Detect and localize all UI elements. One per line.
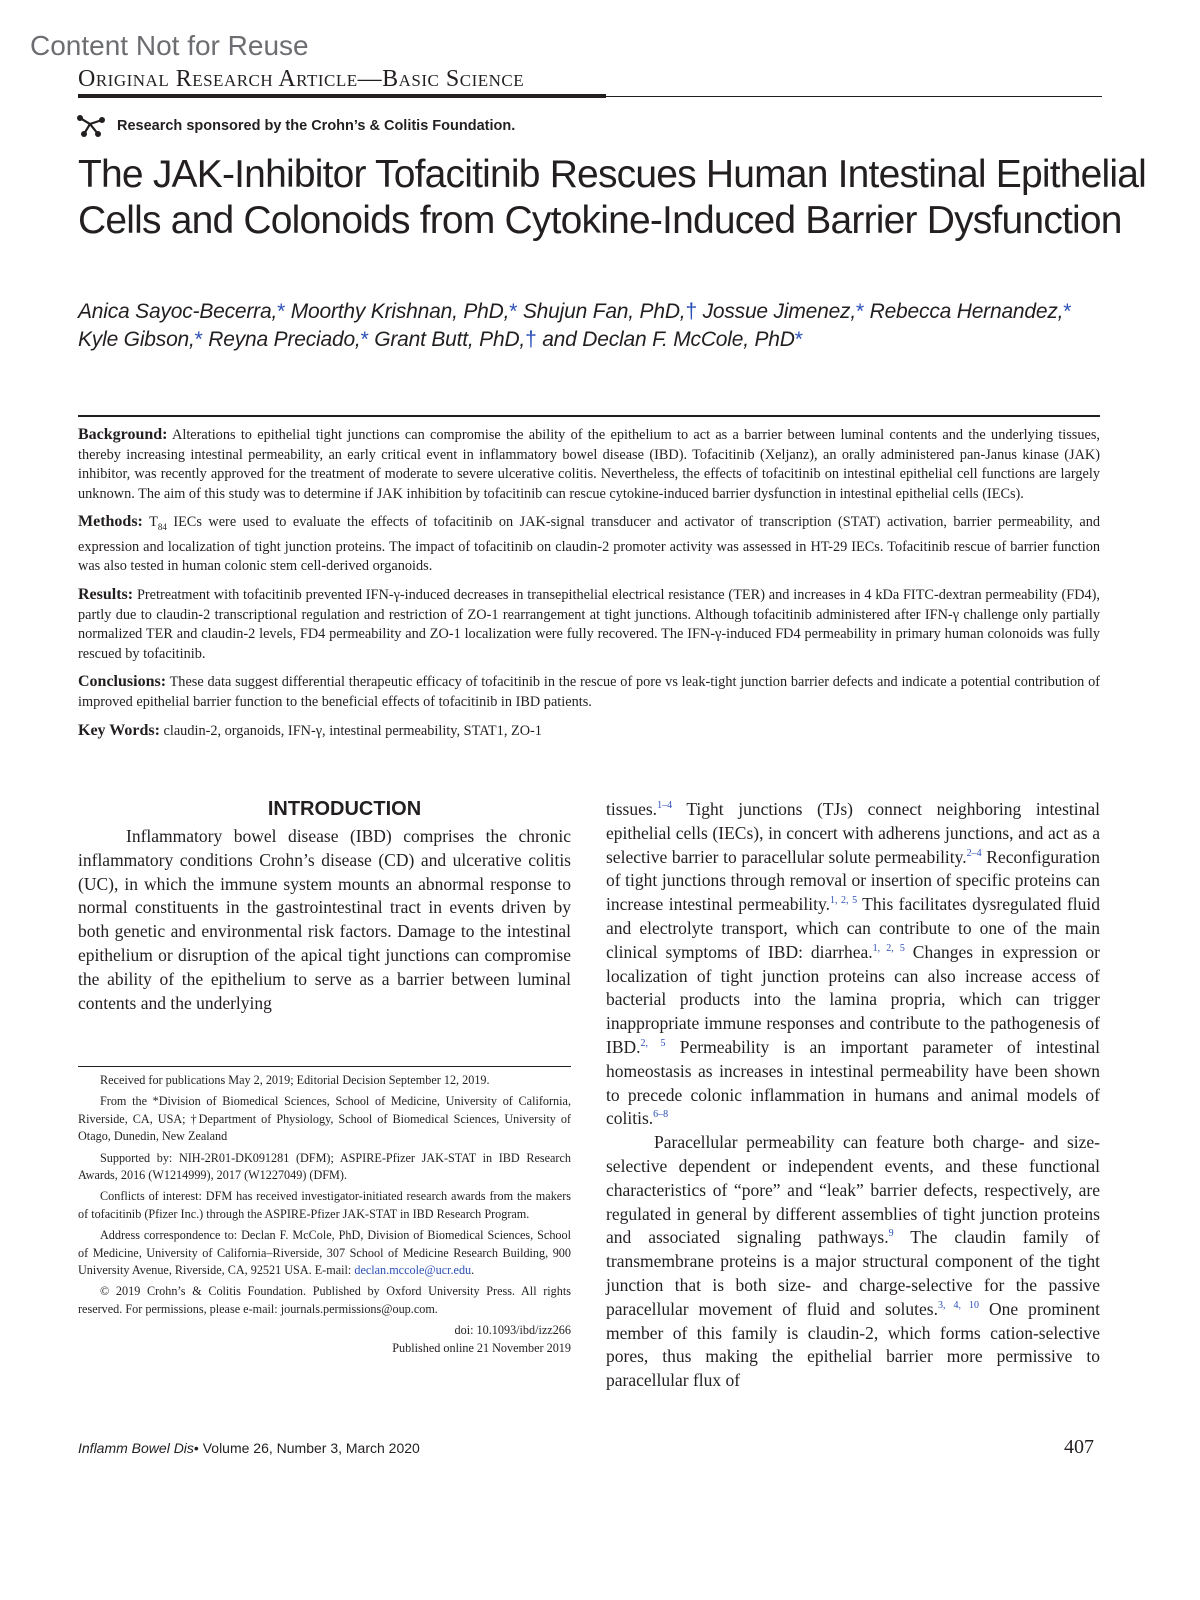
affiliation-mark: * [794, 328, 803, 351]
abstract-results [78, 585, 1100, 664]
right-column [606, 798, 1100, 1393]
email-link[interactable]: declan.mccole@ucr.edu [354, 1263, 472, 1278]
affiliations: From the *Division of Biomedical Sciences, School of Medicine, University of California, Riverside, CA, USA; †Department of Physiology, School of Biomedical Sciences, University of Otago, Dunedin, New Zealand [78, 1094, 571, 1144]
citation-link[interactable]: 2, 5 [640, 1038, 666, 1050]
address-end: . [471, 1263, 475, 1278]
abstract-label: Conclusions: [78, 673, 167, 691]
body-paragraph [606, 798, 1100, 1131]
affiliation-mark: * [194, 328, 203, 351]
journal-name: Inflamm Bowel Dis [78, 1440, 194, 1456]
author-name: Jossue Jimenez, [702, 300, 856, 323]
journal-issue: • Volume 26, Number 3, March 2020 [193, 1440, 420, 1456]
article-title [78, 152, 1158, 244]
author-line-2 [78, 326, 1128, 354]
body-text: Permeability is an important parameter of intestinal homeostasis as increases in intestinal permeability have been shown to precede colonic inflammation in humans and animal models of colitis. [606, 1036, 1101, 1129]
affiliation-mark: * [1063, 300, 1072, 323]
abstract-text: Alterations to epithelial tight junctions can compromise the ability of the epithelium to act as a barrier between luminal contents and the underlying tissues, thereby increasing intestinal permeability, an early critical event in inflammatory bowel disease (IBD). Tofacitinib (Xeljanz), an orally administered pan-Janus kinase (JAK) inhibitor, was recently approved for the treatment of moderate to severe ulcerative colitis. Nevertheless, the effects of tofacitinib on intestinal epithelial cell functions are largely unknown. The aim of this study was to determine if JAK inhibition by tofacitinib can rescue cytokine-induced barrier dysfunction in intestinal epithelial cells (IECs). [78, 427, 1100, 502]
intro-paragraph: Inflammatory bowel disease (IBD) comprises the chronic inflammatory conditions Crohn’s disease (CD) and ulcerative colitis (UC), in which the immune system mounts an abnormal response to normal constituents in the gastrointestinal tract in events driven by both genetic and environmental risk factors. Damage to the intestinal epithelium or disruption of the apical tight junctions can compromise the ability of the epithelium to serve as a barrier between luminal contents and the underlying [78, 826, 571, 1013]
author-name: Shujun Fan, PhD, [522, 300, 686, 323]
header-rule-thick [78, 94, 606, 98]
author-list [78, 298, 1128, 354]
author-line-1 [78, 298, 1128, 326]
abstract-background [78, 425, 1100, 504]
citation-link[interactable]: 2–4 [966, 847, 982, 859]
abstract-conclusions [78, 672, 1100, 712]
body-paragraph [606, 1131, 1100, 1393]
abstract-rule [78, 415, 1100, 417]
citation-link[interactable]: 1–4 [657, 800, 673, 812]
funding: Supported by: NIH-2R01-DK091281 (DFM); ASPIRE-Pfizer JAK-STAT in IBD Research Awards, 2016 (W1214999), 2017 (W1227049) (DFM). [78, 1150, 571, 1183]
body-text: One prominent member of this family is claudin-2, which forms cation-selective pores, thus making the epithelial barrier more permissive to paracellular flux of [606, 1298, 1100, 1391]
body-text: Reconfiguration of tight junctions through removal or insertion of specific proteins can increase intestinal permeability. [606, 846, 1100, 915]
title-line-2: Cells and Colonoids from Cytokine-Induced Barrier Dysfunction [78, 199, 1122, 242]
crohns-colitis-foundation-logo-icon [76, 112, 106, 138]
body-text: Changes in expression or localization of tight junction proteins can also increase access of bacterial products into the lamina propria, which can trigger inappropriate immune responses and contribute to the pathogenesis of IBD. [606, 941, 1101, 1057]
doi: doi: 10.1093/ibd/izz266 [454, 1323, 571, 1338]
affiliation-mark: † [525, 328, 537, 351]
title-line-1: The JAK-Inhibitor Tofacitinib Rescues Human Intestinal Epithelial [78, 153, 1147, 196]
affiliation-mark: † [685, 300, 697, 323]
author-name: Moorthy Krishnan, PhD, [290, 300, 510, 323]
author-name: and Declan F. McCole, PhD [542, 328, 795, 351]
affiliation-mark: * [277, 300, 286, 323]
published-date: Published online 21 November 2019 [392, 1340, 571, 1355]
citation-link[interactable]: 3, 4, 10 [937, 1299, 980, 1311]
abstract-label: Background: [78, 426, 168, 443]
author-name: Anica Sayoc-Becerra, [78, 300, 278, 323]
sponsor-text: Research sponsored by the Crohn’s & Colitis Foundation. [117, 118, 516, 134]
abstract-label: Results: [78, 586, 134, 604]
abstract-text: IECs were used to evaluate the effects of tofacitinib on JAK-signal transducer and activator of transcription (STAT) activation, barrier permeability, and expression and localization of tight junction proteins. The impact of tofacitinib on claudin-2 promoter activity was assessed in HT-29 IECs. Tofacitinib rescue of barrier function was also tested in human colonic stem cell-derived organoids. [78, 514, 1100, 575]
author-name: Reyna Preciado, [208, 328, 361, 351]
abstract-methods [78, 512, 1100, 577]
affiliation-mark: * [509, 300, 518, 323]
citation-link[interactable]: 9 [888, 1228, 894, 1240]
affiliation-mark: * [855, 300, 864, 323]
copyright: © 2019 Crohn’s & Colitis Foundation. Published by Oxford University Press. All rights reserved. For permissions, please e-mail: journals.permissions@oup.com. [78, 1284, 571, 1316]
correspondence [78, 1227, 571, 1279]
header-rule-thin [606, 96, 1102, 97]
section-heading: INTRODUCTION [267, 798, 422, 820]
author-name: Kyle Gibson, [78, 328, 195, 351]
abstract-label: Methods: [78, 513, 143, 531]
body-text: The claudin family of transmembrane proteins is a major structural component of the tight junction that is both size- and charge-selective for the passive paracellular movement of fluid and solutes. [606, 1227, 1100, 1319]
footnote-rule [78, 1066, 571, 1067]
citation-link[interactable]: 1, 2, 5 [872, 942, 905, 954]
watermark: Content Not for Reuse [30, 30, 309, 61]
author-name: Grant Butt, PhD, [374, 328, 526, 351]
received-dates: Received for publications May 2, 2019; Editorial Decision September 12, 2019. [100, 1073, 490, 1087]
abstract-text: Pretreatment with tofacitinib prevented IFN-γ-induced decreases in transepithelial electrical resistance (TER) and increases in 4 kDa FITC-dextran permeability (FD4), partly due to claudin-2 transcriptional regulation and restriction of ZO-1 rearrangement at tight junctions. Although tofacitinib administered after IFN-γ challenge only partially normalized TER and claudin-2 levels, FD4 permeability and ZO-1 localization were fully recovered. The IFN-γ-induced FD4 permeability in primary human colonoids was fully rescued by tofacitinib. [78, 587, 1100, 662]
body-text: This facilitates dysregulated fluid and electrolyte transport, which can contribute to one of the main clinical symptoms of IBD: diarrhea. [606, 894, 1100, 962]
body-text: tissues. [606, 799, 658, 819]
affiliation-mark: * [360, 328, 369, 351]
body-text: Paracellular permeability can feature both charge- and size-selective dependent or independent events, and these functional characteristics of “pore” and “leak” barrier defects, respectively, are regulated in general by different assemblies of tight junction proteins and associated signaling pathways. [606, 1132, 1100, 1248]
citation-link[interactable]: 1, 2, 5 [829, 895, 858, 907]
author-name: Rebecca Hernandez, [869, 300, 1064, 323]
abstract-text: These data suggest differential therapeutic efficacy of tofacitinib in the rescue of pore vs leak-tight junction barrier defects and indicate a potential contribution of improved epithelial barrier function to the beneficial effects of tofacitinib in IBD patients. [78, 674, 1100, 710]
abstract-keywords [78, 721, 1100, 742]
abstract-label: Key Words: [78, 721, 160, 739]
conflicts: Conflicts of interest: DFM has received investigator-initiated research awards from the makers of tofacitinib (Pfizer Inc.) through the ASPIRE-Pfizer JAK-STAT in IBD Research Program. [78, 1189, 571, 1221]
left-column [78, 798, 571, 1015]
subscript: 84 [157, 522, 167, 533]
citation-link[interactable]: 6–8 [653, 1109, 669, 1121]
body-text: Tight junctions (TJs) connect neighboring intestinal epithelial cells (IECs), in concert with adherens junctions, and act as a selective barrier to paracellular solute permeability. [606, 799, 1100, 867]
section-label: Original Research Article—Basic Science [78, 66, 525, 92]
journal-footer [78, 1440, 420, 1456]
page-number: 407 [1064, 1436, 1094, 1458]
abstract [78, 425, 1100, 749]
abstract-text: claudin-2, organoids, IFN-γ, intestinal permeability, STAT1, ZO-1 [163, 722, 542, 739]
abstract-text: T [149, 514, 158, 531]
address-text: Address correspondence to: Declan F. McCole, PhD, Division of Biomedical Sciences, School of Medicine, University of California–Riverside, 307 School of Medicine Research Building, 900 University Avenue, Riverside, CA, 92521 USA. E-mail: [78, 1228, 571, 1278]
footnotes [78, 1072, 571, 1357]
